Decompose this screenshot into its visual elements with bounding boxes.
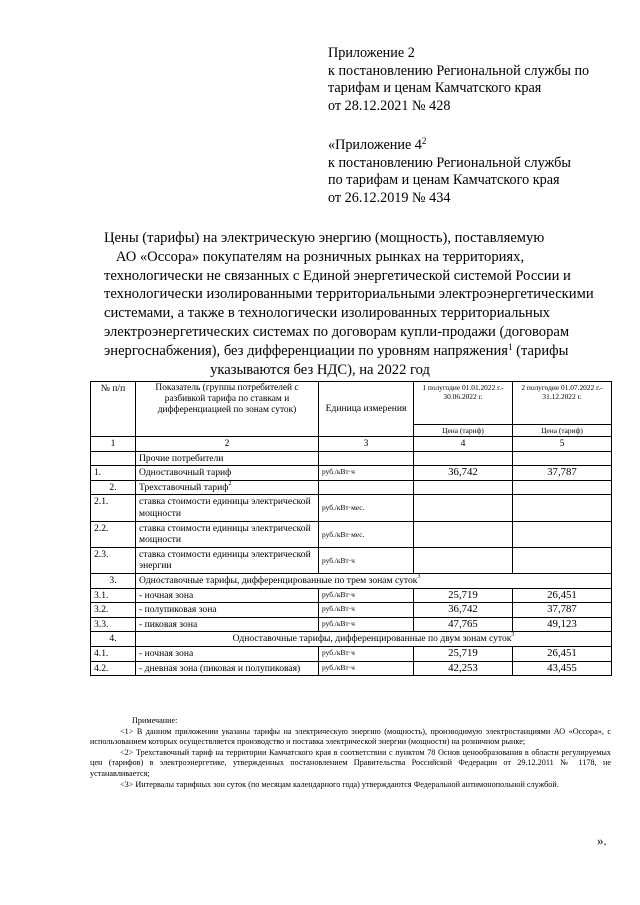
superscript: 3 (511, 632, 515, 639)
column-number: 3 (319, 437, 414, 452)
appendix-line: по тарифам и ценам Камчатского края (328, 172, 560, 188)
appendix-2-header (328, 45, 628, 115)
row-name: ставка стоимости единицы электрической мощности (136, 521, 319, 547)
cell (414, 480, 513, 495)
row-num: 2.1. (91, 495, 136, 521)
row-unit: руб./кВт·ч (319, 617, 414, 632)
table-header-row (91, 382, 612, 425)
appendix-line: к постановлению Региональной службы по (328, 62, 590, 79)
row-num: 2.2. (91, 521, 136, 547)
appendix-line: к постановлению Региональной службы (328, 154, 571, 171)
group-label: Прочие потребители (136, 451, 319, 466)
appendix-line: от 26.12.2019 № 434 (328, 189, 451, 206)
header-unit: Единица измерения (319, 382, 414, 437)
row-unit: руб./кВт·ч (319, 466, 414, 481)
section-title-text: Одноставочные тарифы, дифференцированные по двум зонам суток (232, 633, 512, 645)
row-unit: руб./кВт·ч (319, 661, 414, 676)
notes-label: Примечание: (132, 716, 178, 725)
section-title (136, 573, 612, 588)
cell (414, 521, 513, 547)
row-name: - ночная зона (136, 588, 319, 603)
table-row (91, 617, 612, 632)
header-price2: Цена (тариф) (513, 425, 612, 437)
column-number: 5 (513, 437, 612, 452)
table-row (91, 480, 612, 495)
header-indicator: Показатель (группы потребителей с разбивкой тарифа по ставкам и дифференциацией по зонам суток) (136, 382, 319, 437)
row-num: 3. (91, 573, 136, 588)
appendix-4-2-header (328, 137, 628, 207)
row-value-h2: 26,451 (513, 646, 612, 661)
cell (91, 451, 136, 466)
title-line: технологически не связанных с Единой энергетической системой России и (104, 267, 571, 284)
title-line: АО «Оссора» покупателям на розничных рынках на территориях, (115, 248, 525, 265)
row-name-text: Трехставочный тариф (139, 481, 229, 493)
footnote-2: <2> Трехставочный тариф на территории Камчатского края в соответствии с пунктом 78 Основ ценообразования в области регулируемых цен (тарифов) в электроэнергетике, утвержденных постановлением Правительства Российской Федерации от 29.12.2011 № 1178, не устанавливается; (90, 747, 611, 778)
header-price1: Цена (тариф) (414, 425, 513, 437)
superscript: 2 (228, 480, 232, 487)
row-value-h2: 43,455 (513, 661, 612, 676)
row-num: 2.3. (91, 547, 136, 573)
table-row (91, 451, 612, 466)
superscript: 2 (421, 136, 427, 146)
table-row (91, 661, 612, 676)
appendix-line: Приложение 2 (328, 45, 415, 61)
table-row (91, 632, 612, 647)
row-unit: руб./кВт·ч (319, 588, 414, 603)
appendix-line-text: «Приложение 4 (328, 137, 422, 153)
row-name: Одноставочный тариф (136, 466, 319, 481)
column-number-row (91, 437, 612, 452)
cell (513, 451, 612, 466)
footnote-1: <1> В данном приложении указаны тарифы на электрическую энергию (мощность), производимую электростанциями АО «Оссора», с использованием которых осуществляется производство и поставка электрической энергии (мощности) на розничном рынке; (90, 726, 611, 747)
row-num: 1. (91, 466, 136, 481)
row-num: 2. (91, 480, 136, 495)
cell (513, 495, 612, 521)
row-num: 3.1. (91, 588, 136, 603)
row-name: - полупиковая зона (136, 603, 319, 618)
row-value-h1: 25,719 (414, 646, 513, 661)
cell (319, 451, 414, 466)
cell (513, 547, 612, 573)
table-row (91, 573, 612, 588)
title-line: технологически изолированными территориальными электроэнергетическими (104, 286, 594, 303)
table-row (91, 603, 612, 618)
document-title (104, 229, 594, 379)
title-line: указываются без НДС), на 2022 год (210, 361, 430, 378)
row-value-h1: 36,742 (414, 466, 513, 481)
header-num: № п/п (91, 382, 136, 437)
row-name: ставка стоимости единицы электрической мощности (136, 495, 319, 521)
title-line: Цены (тарифы) на электрическую энергию (мощность), поставляемую (104, 230, 545, 246)
header-half2: 2 полугодие 01.07.2022 г.- 31.12.2022 г. (513, 382, 612, 425)
row-num: 4.1. (91, 646, 136, 661)
title-text: (тарифы (512, 342, 569, 359)
row-unit: руб./кВт·мес. (319, 521, 414, 547)
row-name: ставка стоимости единицы электрической энергии (136, 547, 319, 573)
cell (513, 521, 612, 547)
row-value-h1: 25,719 (414, 588, 513, 603)
cell (414, 547, 513, 573)
row-unit: руб./кВт·ч (319, 646, 414, 661)
row-value-h2: 49,123 (513, 617, 612, 632)
section-title (136, 632, 612, 647)
row-num: 3.3. (91, 617, 136, 632)
row-unit: руб./кВт·мес. (319, 495, 414, 521)
superscript: 1 (507, 341, 513, 352)
cell (319, 480, 414, 495)
title-line (104, 341, 569, 361)
row-name: - пиковая зона (136, 617, 319, 632)
column-number: 4 (414, 437, 513, 452)
row-value-h2: 37,787 (513, 603, 612, 618)
tariff-table (90, 381, 612, 676)
table-row (91, 466, 612, 481)
cell (513, 480, 612, 495)
row-value-h2: 37,787 (513, 466, 612, 481)
row-num: 4. (91, 632, 136, 647)
row-name (136, 480, 319, 495)
appendix-line (328, 137, 628, 155)
row-value-h1: 47,765 (414, 617, 513, 632)
row-name: - дневная зона (пиковая и полупиковая) (136, 661, 319, 676)
section-title-text: Одноставочные тарифы, дифференцированные по трем зонам суток (139, 574, 418, 586)
row-value-h2: 26,451 (513, 588, 612, 603)
table-row (91, 521, 612, 547)
table-row (91, 588, 612, 603)
row-unit: руб./кВт·ч (319, 547, 414, 573)
row-unit: руб./кВт·ч (319, 603, 414, 618)
column-number: 2 (136, 437, 319, 452)
title-line: электроэнергетических системах по договорам купли-продажи (договорам (104, 323, 570, 340)
header-half1: 1 полугодие 01.01.2022 г.- 30.06.2022 г. (414, 382, 513, 425)
footnote-3: <3> Интервалы тарифных зон суток (по месяцам календарного года) утверждаются Федеральной антимонопольной службой. (120, 779, 559, 789)
title-line: системами, а также в технологически изолированных территориальных (104, 305, 550, 322)
table-row (91, 646, 612, 661)
row-name: - ночная зона (136, 646, 319, 661)
title-text: энергоснабжения), без дифференциации по уровням напряжения (104, 342, 508, 359)
superscript: 3 (417, 573, 421, 580)
row-num: 3.2. (91, 603, 136, 618)
row-num: 4.2. (91, 661, 136, 676)
column-number: 1 (91, 437, 136, 452)
table-row (91, 495, 612, 521)
table-row (91, 547, 612, 573)
closing-quote: ». (597, 833, 607, 848)
appendix-line: тарифам и ценам Камчатского края (328, 80, 542, 96)
footnotes (90, 716, 611, 790)
row-value-h1: 36,742 (414, 603, 513, 618)
cell (414, 495, 513, 521)
appendix-line: от 28.12.2021 № 428 (328, 97, 451, 114)
cell (414, 451, 513, 466)
row-value-h1: 42,253 (414, 661, 513, 676)
